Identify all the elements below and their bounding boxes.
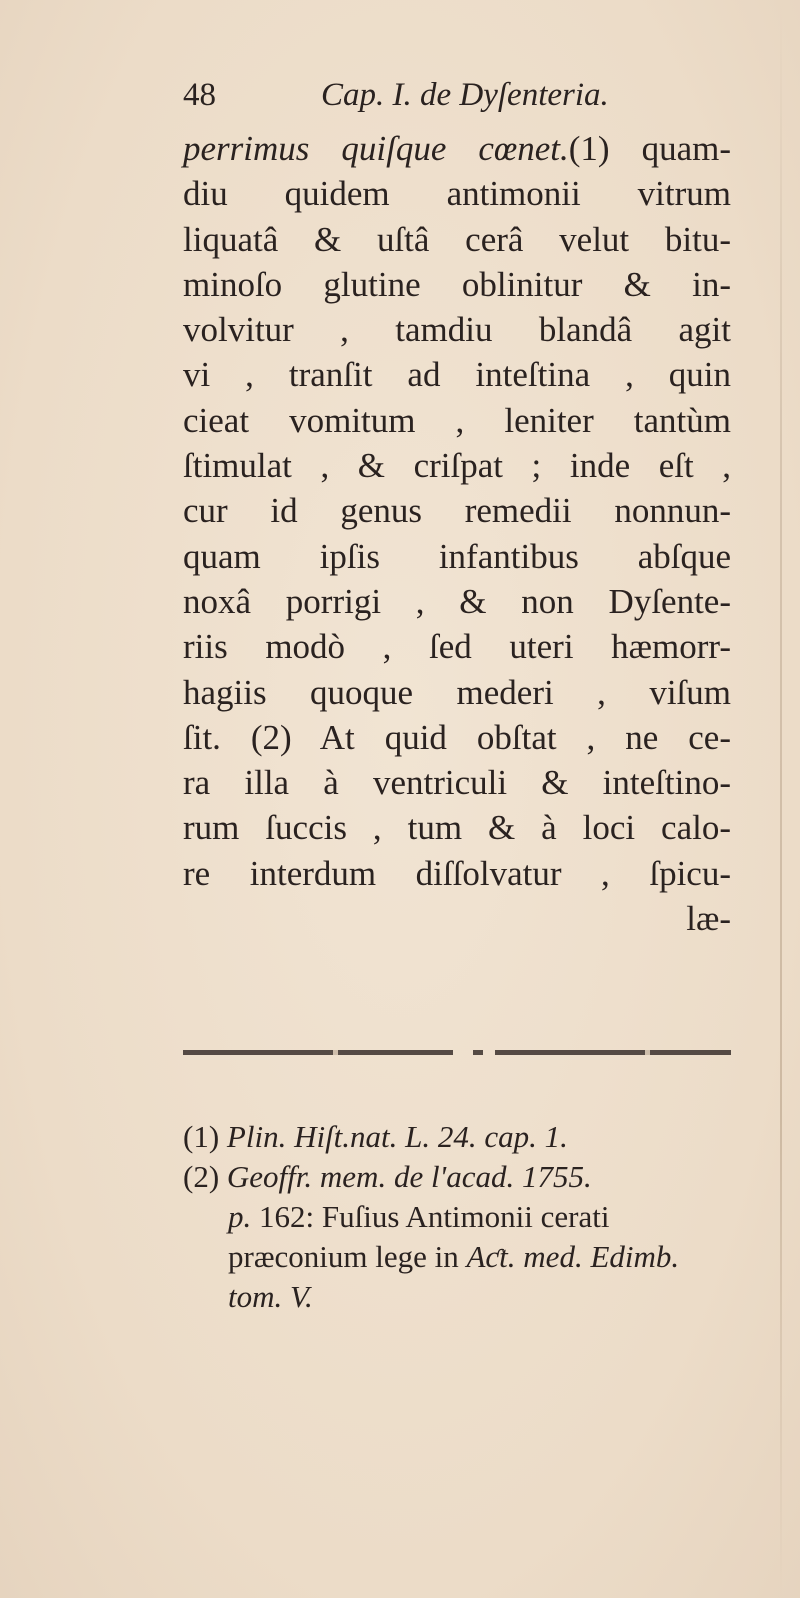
text-line: ſtimulat , & criſpat ; inde eſt , bbox=[183, 446, 731, 486]
footnote-text: 162: Fuſius Antimonii cerati bbox=[251, 1199, 610, 1234]
text-line: minoſo glutine oblinitur & in- bbox=[183, 264, 731, 304]
footnote-text: Geoffr. mem. de l'acad. 1755. bbox=[226, 1159, 592, 1194]
catchword: læ- bbox=[686, 899, 731, 939]
text-line: volvitur , tamdiu blandâ agit bbox=[183, 310, 731, 350]
text-line: hagiis quoque mederi , viſum bbox=[183, 672, 731, 712]
text-line: re interdum diſſolvatur , ſpicu- bbox=[183, 853, 731, 893]
footnote-2 bbox=[183, 1157, 731, 1197]
page-number: 48 bbox=[183, 77, 216, 113]
footnote-2-cont bbox=[183, 1197, 731, 1237]
text-line: quam ipſis infantibus abſque bbox=[183, 536, 731, 576]
text-line: riis modò , ſed uteri hæmorr- bbox=[183, 627, 731, 667]
main-text bbox=[183, 126, 731, 941]
text-line: diu quidem antimonii vitrum bbox=[183, 174, 731, 214]
text-line: cur id genus remedii nonnun- bbox=[183, 491, 731, 531]
footnote-2-cont bbox=[183, 1277, 731, 1317]
text-line: rum ſuccis , tum & à loci calo- bbox=[183, 808, 731, 848]
text-italic: perrimus quiſque cœnet. bbox=[183, 129, 569, 168]
footnote-text: p. bbox=[228, 1199, 252, 1234]
text-line: ſit. (2) At quid obſtat , ne ce- bbox=[183, 717, 731, 757]
footnote-rule bbox=[183, 1050, 731, 1055]
footnote-text: Plin. Hiſt.nat. L. 24. cap. 1. bbox=[226, 1119, 568, 1154]
text-line: cieat vomitum , leniter tantùm bbox=[183, 400, 731, 440]
text-line: noxâ porrigi , & non Dyſente- bbox=[183, 581, 731, 621]
text-line: ra illa à ventriculi & inteſtino- bbox=[183, 763, 731, 803]
footnote-text: Aƈt. med. Edimb. bbox=[466, 1239, 680, 1274]
text-line bbox=[183, 126, 731, 171]
footnote-text: tom. V. bbox=[228, 1279, 313, 1314]
page-edge-shadow bbox=[780, 0, 782, 1598]
footnotes bbox=[183, 1117, 731, 1317]
page-header bbox=[183, 77, 703, 117]
running-title: Cap. I. de Dyſenteria. bbox=[321, 77, 609, 113]
text-roman: (1) quam- bbox=[568, 129, 731, 168]
text-line: vi , tranſit ad inteſtina , quin bbox=[183, 355, 731, 395]
text-line: liquatâ & uſtâ cerâ velut bitu- bbox=[183, 219, 731, 259]
footnote-text: præconium lege in bbox=[228, 1239, 467, 1274]
footnote-mark: (1) bbox=[183, 1119, 220, 1154]
footnote-1 bbox=[183, 1117, 731, 1157]
footnote-2-cont bbox=[183, 1237, 731, 1277]
footnote-mark: (2) bbox=[183, 1159, 220, 1194]
